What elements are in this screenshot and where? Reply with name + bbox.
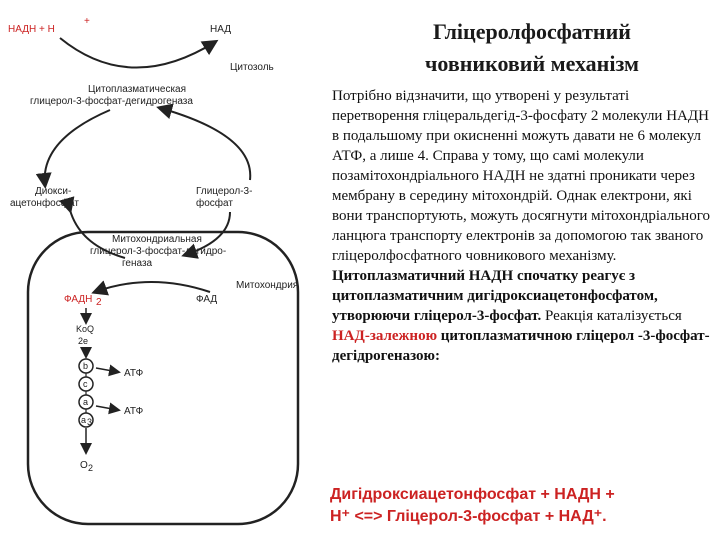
body-paragraph-1: Потрібно відзначити, що утворені у результаті перетворення гліцеральдегід-3-фосфату 2 молекули НАДН в подальшому при окисненні можуть давати не 6 молекул АТФ, а лише 4. Справа у тому, що самі молекули позамітохондріального НАДН не здатні проникати через мембрану в середину мітохондрій. Однак електрони, які вони транспортують, можуть досягнути мітохондріального ланцюга транспорту електронів за допомогою так званого гліцеролфосфатного човникового механізму.	[332, 88, 710, 264]
reaction-equation	[330, 484, 716, 528]
title-line1: Гліцеролфосфатний	[433, 19, 631, 44]
svg-text:a: a	[83, 397, 89, 407]
body-bold-statement: Цитоплазматичний НАДН спочатку реагує з цитоплазматичним дигідроксиацетонфосфатом, утворюючи гліцерол-3-фосфат.	[332, 268, 658, 324]
svg-text:2: 2	[88, 463, 94, 473]
cytosol-label: Цитозоль	[230, 62, 274, 73]
atp-label-1: АТФ	[124, 368, 144, 379]
nad-label: НАД	[210, 24, 231, 35]
svg-text:a: a	[81, 415, 87, 425]
mito-enzyme-line3: геназа	[122, 258, 153, 269]
equation-line1: Дигідроксиацетонфосфат + НАДН +	[330, 486, 615, 503]
svg-text:3: 3	[87, 417, 93, 427]
mito-enzyme-line1: Митохондриальная	[112, 234, 202, 245]
svg-text:2: 2	[96, 297, 102, 308]
cyto-enzyme-line2: глицерол-3-фосфат-дегидрогеназа	[30, 96, 193, 107]
two-electrons-label: 2e	[78, 336, 89, 346]
body-enzyme-name: цитоплазматичною гліцерол -3-фосфат-дегідрогеназою:	[332, 328, 710, 364]
fad-reaction-arc	[95, 282, 210, 292]
dhap-line1: Диокси-	[35, 186, 72, 197]
body-nad-dependent: НАД-залежною	[332, 328, 438, 344]
slide-title	[352, 16, 712, 80]
mito-enzyme-line2: глицерол-3-фосфат-дегидро-	[90, 246, 227, 257]
cytosol-reaction-arc	[60, 38, 215, 68]
nadh-label: НАДН + Н	[8, 24, 55, 35]
body-catalysis-text: Реакція каталізується	[541, 308, 682, 324]
cyto-enzyme-line1: Цитоплазматическая	[88, 84, 187, 95]
oxygen-label: O	[80, 460, 88, 471]
body-text	[332, 86, 714, 366]
fad-label: ФАД	[196, 294, 218, 305]
g3p-line2: фосфат	[196, 198, 233, 209]
cyto-right-arc	[160, 108, 250, 180]
mitochondria-label: Митохондрия	[236, 280, 299, 291]
svg-text:+: +	[84, 16, 90, 27]
svg-text:b: b	[83, 361, 89, 371]
fadh2-label: ФАДН	[64, 294, 93, 305]
title-line2: човниковий механізм	[425, 51, 639, 76]
glycerophosphate-shuttle-diagram	[0, 0, 330, 540]
atp-arrow-2	[96, 406, 118, 410]
equation-line2: Н⁺ <=> Гліцерол-3-фосфат + НАД⁺.	[330, 508, 607, 525]
svg-text:c: c	[83, 379, 88, 389]
mitochondrion-outline	[28, 232, 298, 524]
coq-label: KoQ	[76, 324, 95, 334]
atp-arrow-1	[96, 368, 118, 372]
cyto-left-arc	[45, 110, 110, 185]
dhap-line2: ацетонфосфат	[10, 198, 79, 209]
g3p-line1: Глицерол-3-	[196, 186, 253, 197]
atp-label-2: АТФ	[124, 406, 144, 417]
